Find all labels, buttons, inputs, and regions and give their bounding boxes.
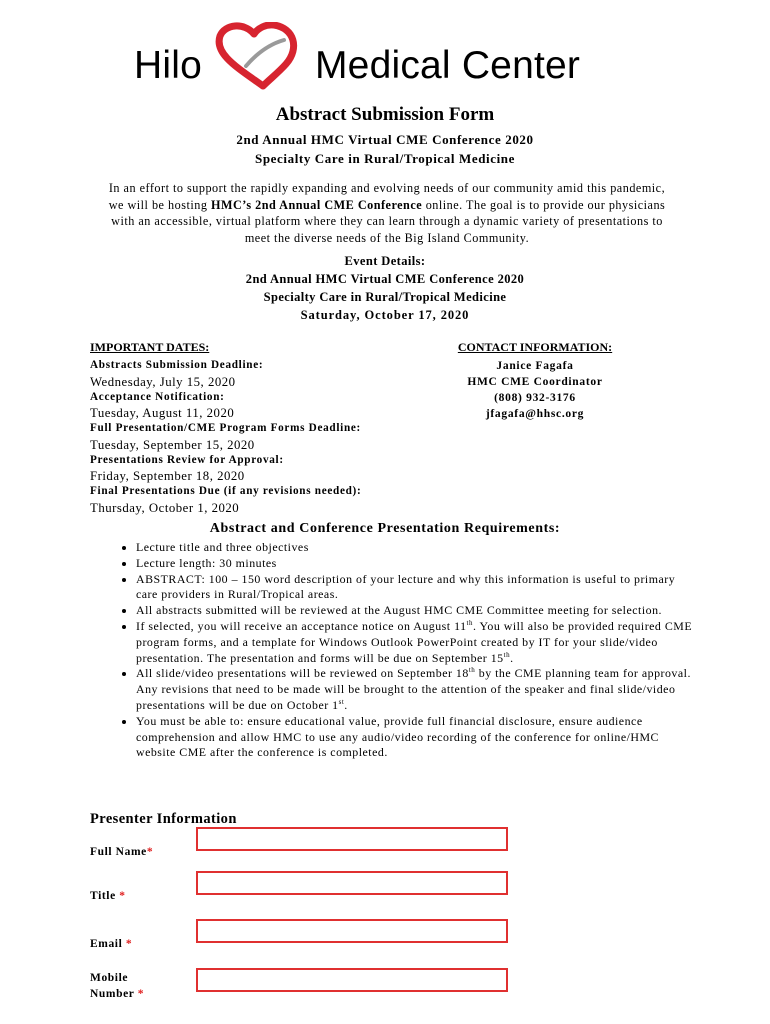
intro-text-bold: HMC’s 2nd Annual CME Conference [210, 197, 423, 212]
date-value: Thursday, October 1, 2020 [90, 500, 240, 515]
list-item [136, 619, 696, 666]
date-label: Abstracts Submission Deadline: [90, 359, 264, 371]
requirement-text: You must be able to: ensure educational value, provide full financial disclosure, ensure audience comprehension and allow HMC to use any audio/video recording of the conference for online/HMC website CME after the conference is completed. [136, 713, 659, 760]
requirement-text: All slide/video presentations will be reviewed on September 18 [136, 666, 469, 681]
required-asterisk: * [137, 988, 145, 1000]
required-asterisk: * [125, 938, 133, 950]
required-asterisk: * [146, 846, 154, 858]
ordinal-suffix: th [466, 619, 473, 628]
form-title: Abstract Submission Form [275, 104, 495, 125]
event-date: Saturday, October 17, 2020 [300, 308, 470, 322]
date-label: Acceptance Notification: [90, 390, 225, 403]
requirement-text: All abstracts submitted will be reviewed at the August HMC CME Committee meeting for selection. [136, 603, 663, 618]
list-item [136, 666, 696, 713]
requirement-text: . [344, 697, 348, 712]
event-line-1: 2nd Annual HMC Virtual CME Conference 2020 [245, 272, 525, 286]
list-item [136, 572, 696, 604]
ordinal-suffix: th [468, 666, 476, 675]
event-heading: Event Details: [344, 254, 426, 268]
date-value: Wednesday, July 15, 2020 [90, 374, 236, 389]
date-value: Tuesday, September 15, 2020 [90, 437, 255, 452]
list-item [136, 603, 696, 619]
ordinal-suffix: th [503, 650, 511, 659]
requirement-text: by the CME planning team for approval. Any revisions that need to be made will be brought to the attention of the speaker and final slide/video presentations will be due on October 1 [136, 666, 691, 712]
requirements-list [118, 540, 696, 761]
date-label: Presentations Review for Approval: [90, 453, 284, 466]
requirement-text: ABSTRACT: 100 – 150 word description of your lecture and why this information is useful to primary care providers in Rural/Tropical areas. [136, 571, 676, 602]
contact-phone: (808) 932-3176 [494, 392, 576, 404]
full-name-label: Full Name* [90, 846, 154, 858]
contact-name: Janice Fagafa [496, 360, 574, 372]
date-value: Tuesday, August 11, 2020 [90, 406, 235, 420]
list-item [136, 556, 696, 572]
important-dates [90, 340, 420, 516]
requirement-text: Lecture title and three objectives [136, 540, 309, 554]
mobile-number-label: Mobile Number * [90, 972, 145, 1000]
requirement-text: . You will also be provided required CME program forms, and a template for Windows Outlook PowerPoint created by IT for your slide/video presentation. The presentation and forms will be due on September 15 [136, 618, 693, 665]
email-input[interactable] [196, 919, 508, 943]
presenter-information-heading: Presenter Information [90, 811, 237, 827]
intro-text-after: online. The goal is to provide our physicians with an accessible, virtual platform where they can learn through a dynamic variety of presentations to meet the diverse needs of the Big Island Community. [111, 197, 666, 245]
title-input[interactable] [196, 871, 508, 895]
full-name-input[interactable] [196, 827, 508, 851]
contact-email: jfagafa@hhsc.org [485, 408, 585, 420]
event-line-2: Specialty Care in Rural/Tropical Medicine [263, 290, 507, 304]
logo-right-word: Medical Center [315, 44, 581, 87]
conference-theme: Specialty Care in Rural/Tropical Medicine [254, 151, 516, 166]
requirement-text: Lecture length: 30 minutes [136, 555, 277, 570]
ordinal-suffix: st [338, 698, 345, 706]
mobile-number-input[interactable] [196, 968, 508, 992]
important-dates-heading: IMPORTANT DATES: [90, 340, 210, 354]
heart-logo-icon [208, 22, 318, 90]
list-item [136, 540, 696, 556]
contact-information [430, 340, 640, 422]
required-asterisk: * [119, 890, 126, 902]
date-label: Full Presentation/CME Program Forms Deadline: [90, 422, 361, 434]
list-item [136, 714, 696, 761]
conference-name: 2nd Annual HMC Virtual CME Conference 2020 [236, 132, 534, 147]
requirements-heading: Abstract and Conference Presentation Requirements: [209, 521, 561, 536]
title-label: Title * [90, 890, 126, 902]
date-label: Final Presentations Due (if any revisions needed): [90, 485, 362, 497]
contact-heading: CONTACT INFORMATION: [457, 340, 613, 354]
logo-left-word: Hilo [134, 44, 202, 87]
intro-text-before: In an effort to support the rapidly expanding and evolving needs of our community amid this pandemic, we will be hosting [108, 181, 666, 212]
email-label: Email * [90, 938, 133, 950]
contact-role: HMC CME Coordinator [467, 376, 603, 388]
requirement-text: . [510, 650, 514, 665]
date-value: Friday, September 18, 2020 [90, 469, 245, 483]
intro-paragraph [100, 180, 674, 246]
hilo-medical-center-logo [0, 22, 770, 92]
requirement-text: If selected, you will receive an acceptance notice on August 11 [136, 618, 467, 633]
